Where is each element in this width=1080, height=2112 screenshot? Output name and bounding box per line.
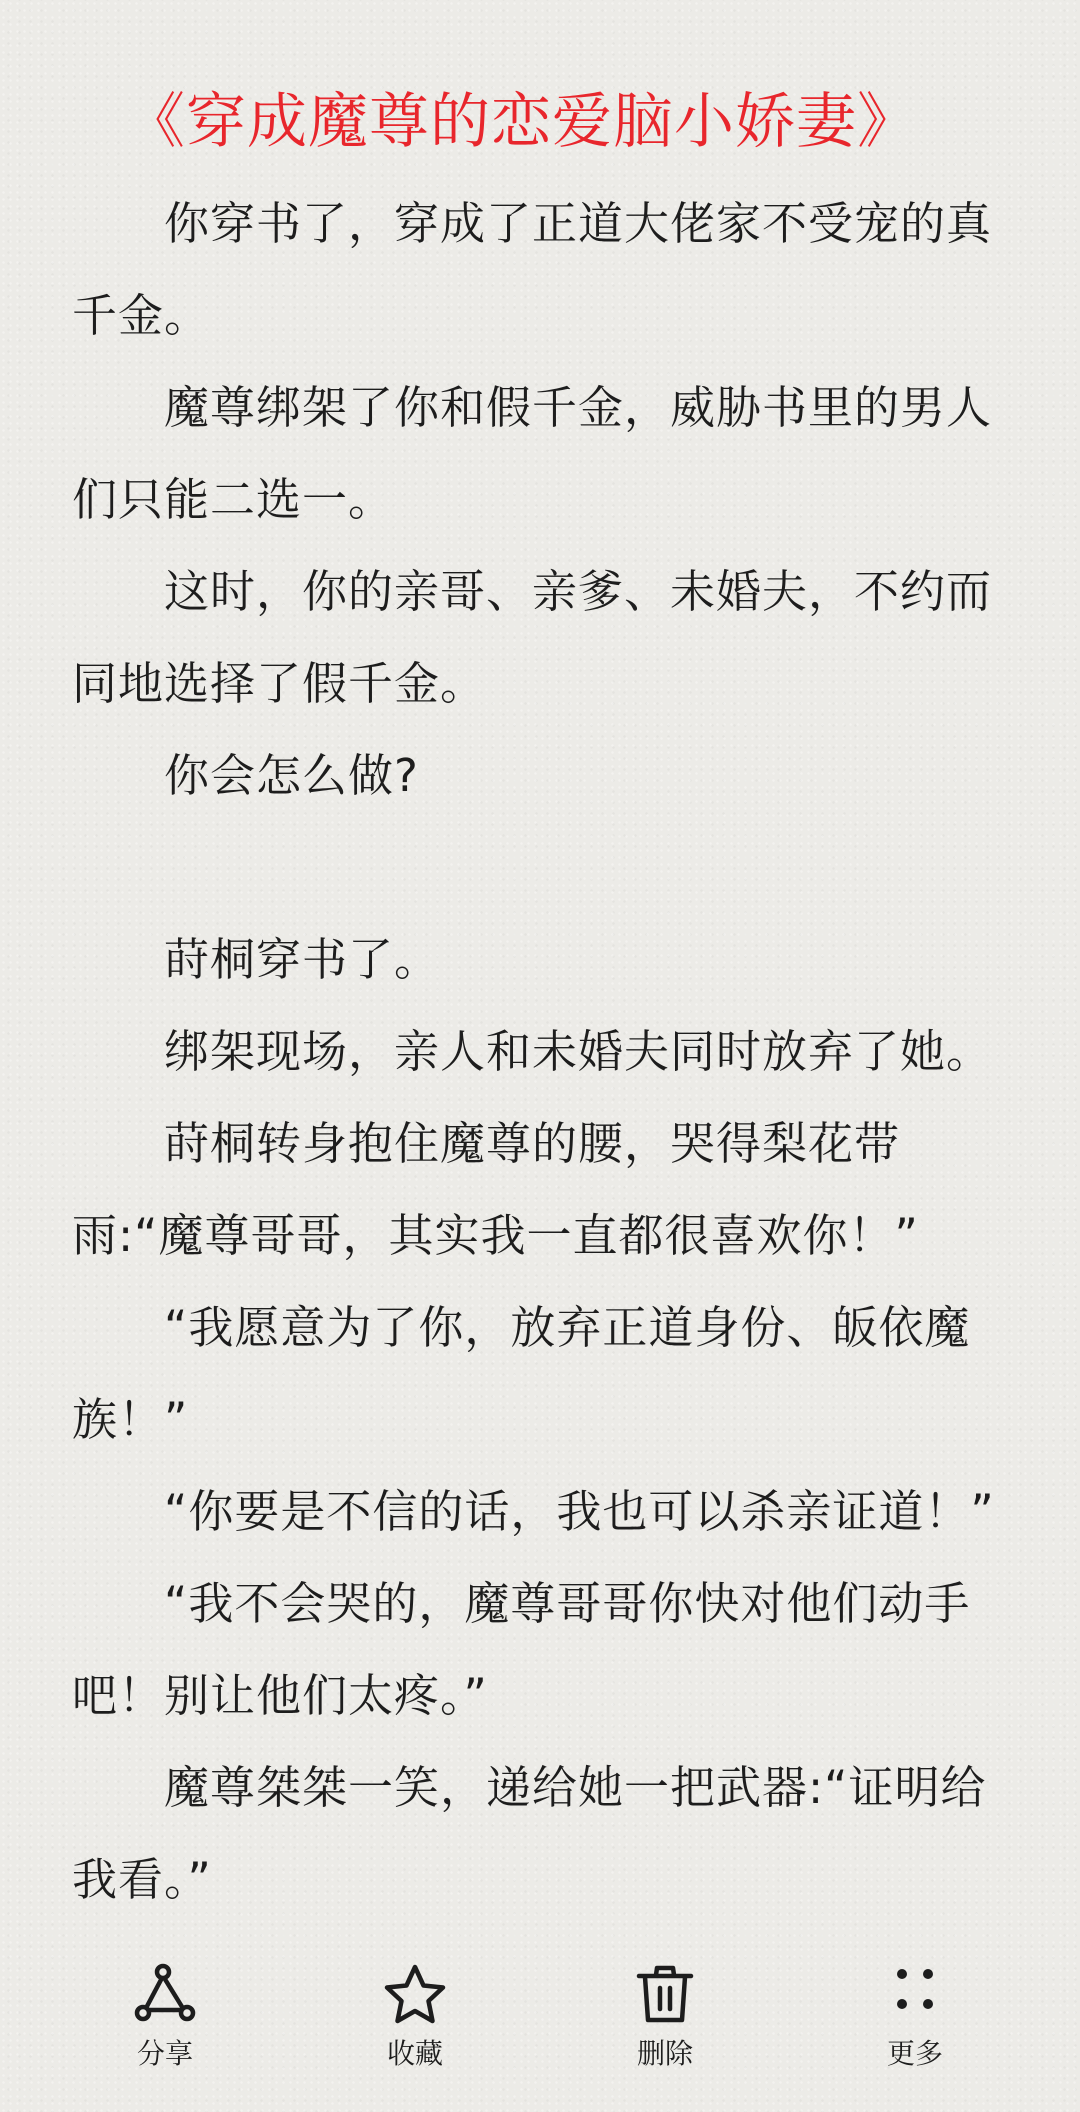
paragraph: 莳桐转身抱住魔尊的腰，哭得梨花带雨:“魔尊哥哥，其实我一直都很喜欢你！” bbox=[72, 1117, 919, 1262]
paragraph: “你要是不信的话，我也可以杀亲证道！” bbox=[164, 1485, 995, 1538]
note-title: 《穿成魔尊的恋爱脑小娇妻》 bbox=[125, 87, 918, 157]
more-button[interactable] bbox=[845, 1960, 985, 2072]
note-body bbox=[72, 178, 1002, 1926]
share-icon bbox=[130, 1960, 200, 2030]
blank-line bbox=[72, 822, 1002, 914]
paragraph: 魔尊绑架了你和假千金，威胁书里的男人们只能二选一。 bbox=[72, 381, 993, 526]
paragraph: 莳桐穿书了。 bbox=[164, 933, 441, 986]
more-label: 更多 bbox=[886, 2037, 943, 2070]
favorite-button[interactable] bbox=[345, 1960, 485, 2072]
star-icon bbox=[380, 1960, 450, 2030]
paragraph: 这时，你的亲哥、亲爹、未婚夫，不约而同地选择了假千金。 bbox=[72, 565, 993, 710]
paragraph: 你穿书了，穿成了正道大佬家不受宠的真千金。 bbox=[72, 197, 993, 342]
bottom-toolbar bbox=[0, 1960, 1080, 2112]
share-button[interactable] bbox=[95, 1960, 235, 2072]
favorite-label: 收藏 bbox=[386, 2037, 443, 2070]
paragraph: 你会怎么做? bbox=[164, 749, 419, 802]
trash-icon bbox=[630, 1960, 700, 2030]
more-dots-icon bbox=[880, 1960, 950, 2030]
paragraph: “我愿意为了你，放弃正道身份、皈依魔族！” bbox=[72, 1301, 971, 1446]
share-label: 分享 bbox=[136, 2037, 193, 2070]
delete-button[interactable] bbox=[595, 1960, 735, 2072]
paragraph: “我不会哭的，魔尊哥哥你快对他们动手吧！别让他们太疼。” bbox=[72, 1577, 971, 1722]
paragraph: 绑架现场，亲人和未婚夫同时放弃了她。 bbox=[164, 1025, 993, 1078]
delete-label: 删除 bbox=[636, 2037, 693, 2070]
paragraph: 魔尊桀桀一笑，递给她一把武器:“证明给我看。” bbox=[72, 1761, 987, 1906]
